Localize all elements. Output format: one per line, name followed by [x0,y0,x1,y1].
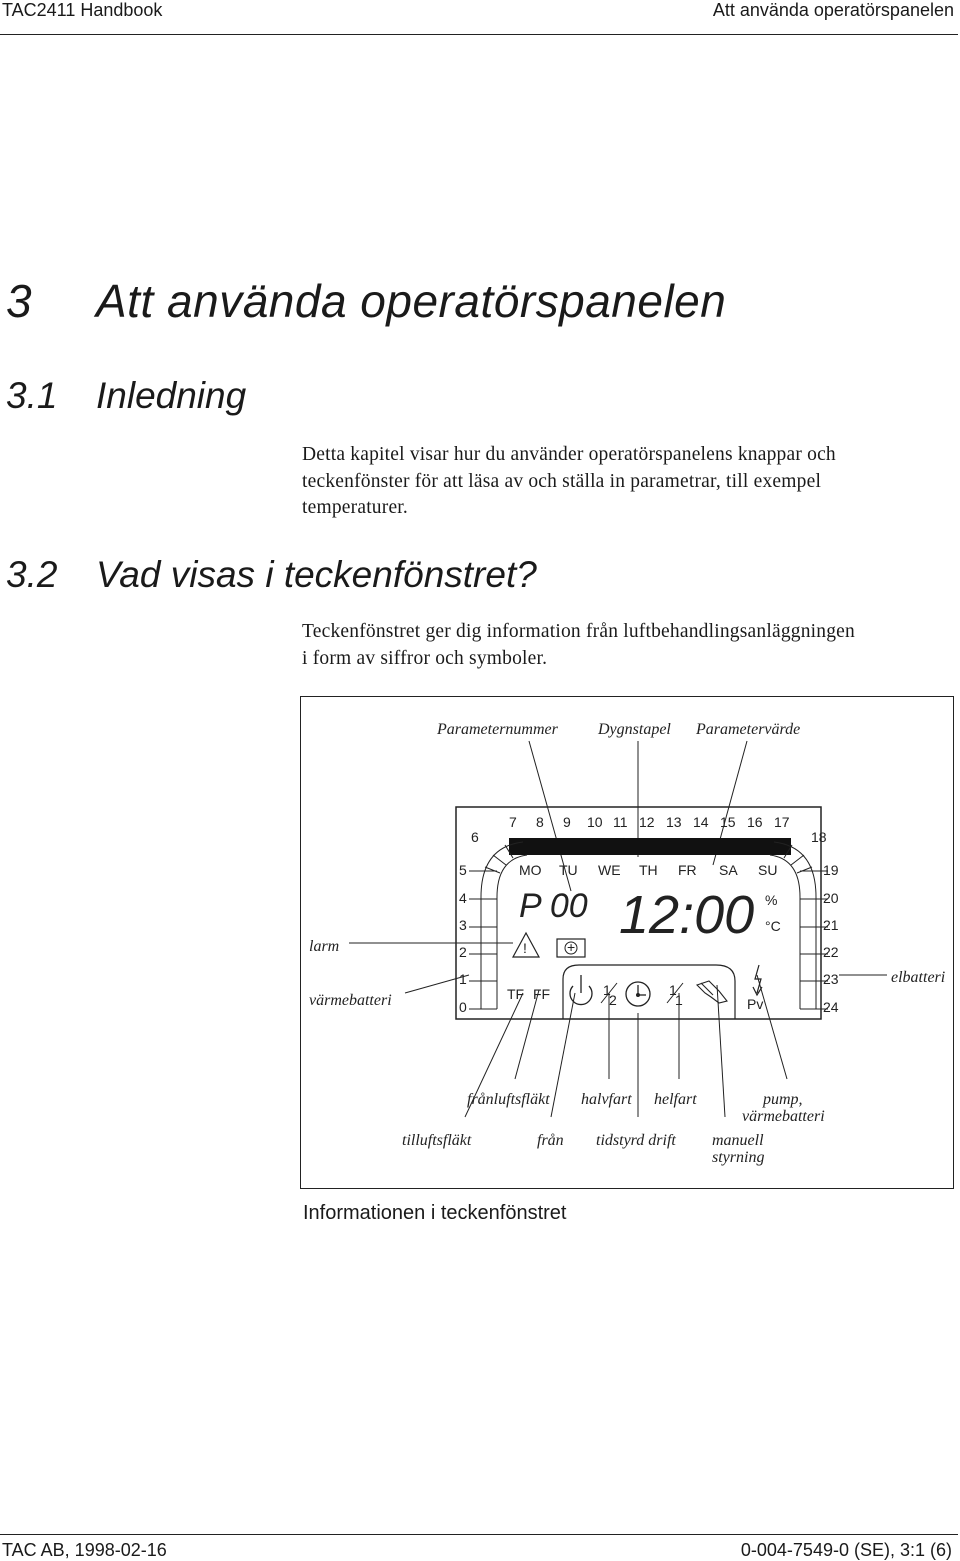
lcd-panel [456,807,839,1019]
callout-franluftsflakt: frånluftsfläkt [467,1091,550,1108]
hour-label: 13 [666,814,682,830]
chapter-number: 3 [6,275,33,327]
section-number: 3.2 [6,554,58,595]
hour-label: 8 [536,814,544,830]
hour-label: 14 [693,814,709,830]
hour-label: 11 [613,814,628,830]
callout-tilluftsflakt: tilluftsfläkt [402,1132,472,1149]
hour-label: 17 [774,814,790,830]
clock-icon [626,982,650,1006]
heating-coil-icon [557,939,585,957]
weekday-label: FR [678,862,697,878]
hour-label: 16 [747,814,763,830]
scale-label: 21 [823,917,839,933]
chapter-heading [6,274,726,328]
time-readout: 12:00 [619,885,755,945]
section-3-1-paragraph [302,442,960,522]
paragraph-line: i form av siffror och symboler. [302,647,548,669]
weekday-label: SA [719,862,738,878]
weekday-label: MO [519,862,542,878]
full-speed-icon [667,982,683,1008]
callout-dygnstapel: Dygnstapel [598,721,671,738]
paragraph-line: teckenfönster för att läsa av och ställa in parametrar, till exempel [302,470,822,492]
hour-label: 12 [639,814,655,830]
hour-label: 7 [509,814,517,830]
scale-label: 23 [823,971,839,987]
svg-text:!: ! [523,940,527,956]
running-header-left: TAC2411 Handbook [2,0,163,20]
scale-label: 1 [459,971,467,987]
scale-label: 22 [823,944,839,960]
chapter-title: Att använda operatörspanelen [96,275,727,327]
section-heading-3-1 [6,375,246,417]
section-3-2-paragraph [302,619,960,672]
callout-parameternummer: Parameternummer [437,721,558,738]
scale-label: 3 [459,917,467,933]
manual-hand-icon [697,981,727,1003]
exhaust-fan-label: FF [533,986,551,1002]
callout-fran: från [537,1132,564,1149]
running-header-right: Att använda operatörspanelen [712,0,954,20]
hour-label: 6 [471,829,479,845]
section-number: 3.1 [6,375,58,416]
callout-varmebatteri: värmebatteri [309,992,392,1009]
section-title: Vad visas i teckenfönstret? [96,554,537,595]
hour-label: 18 [811,829,827,845]
pump-pv-label: Pv [747,996,764,1012]
svg-text:2: 2 [609,992,617,1008]
weekday-label: WE [598,862,621,878]
paragraph-line: temperaturer. [302,497,409,518]
footer-left: TAC AB, 1998-02-16 [2,1540,167,1560]
callout-parametervarde: Parametervärde [696,721,801,738]
scale-label: 5 [459,862,467,878]
callout-pump-line2: värmebatteri [742,1108,825,1125]
callout-larm: larm [309,938,340,955]
display-diagram [301,697,955,1190]
hour-label: 15 [720,814,736,830]
svg-text:+: + [567,939,576,955]
scale-label: 2 [459,944,467,960]
footer-right: 0-004-7549-0 (SE), 3:1 (6) [740,1540,952,1560]
half-speed-icon [601,982,617,1008]
paragraph-line: Teckenfönstret ger dig information från luftbehandlingsanläggningen [302,621,855,642]
callout-halvfart: halvfart [581,1091,632,1108]
percent-unit: % [765,892,778,908]
header-rule [0,34,958,35]
pump-lightning-icon [753,965,762,995]
day-bar [509,838,791,855]
scale-label: 4 [459,890,467,906]
weekday-label: SU [758,862,778,878]
svg-text:1: 1 [603,982,611,998]
svg-text:1: 1 [675,992,683,1008]
hour-label: 10 [587,814,603,830]
callout-tidstyrd-drift: tidstyrd drift [596,1132,676,1149]
weekday-label: TU [559,862,578,878]
scale-label: 20 [823,890,839,906]
hour-label: 9 [563,814,571,830]
scale-label: 0 [459,999,467,1015]
section-title: Inledning [96,375,247,416]
weekday-label: TH [639,862,658,878]
svg-text:1: 1 [669,982,677,998]
scale-label: 24 [823,999,839,1015]
supply-fan-label: TF [507,986,525,1002]
paragraph-line: Detta kapitel visar hur du använder operatörspanelens knappar och [302,444,836,465]
callout-manuell-line2: styrning [712,1149,765,1166]
leader-lines [349,741,887,1117]
callout-pump-line1: pump, [763,1091,803,1108]
footer-rule [0,1534,958,1535]
weekday-labels [519,862,777,878]
callout-helfart: helfart [654,1091,697,1108]
fan-status-frame [563,965,735,1019]
celsius-unit: °C [765,918,781,934]
section-heading-3-2 [6,554,537,596]
alarm-warning-icon [513,933,539,957]
parameter-number-readout: P 00 [519,887,588,925]
figure-caption: Informationen i teckenfönstret [303,1202,567,1224]
callout-elbatteri: elbatteri [891,969,946,986]
callout-manuell-line1: manuell [712,1132,764,1149]
scale-label: 19 [823,862,839,878]
right-scale-labels [823,862,839,1015]
left-scale-labels [459,862,467,1015]
display-figure [300,696,954,1189]
